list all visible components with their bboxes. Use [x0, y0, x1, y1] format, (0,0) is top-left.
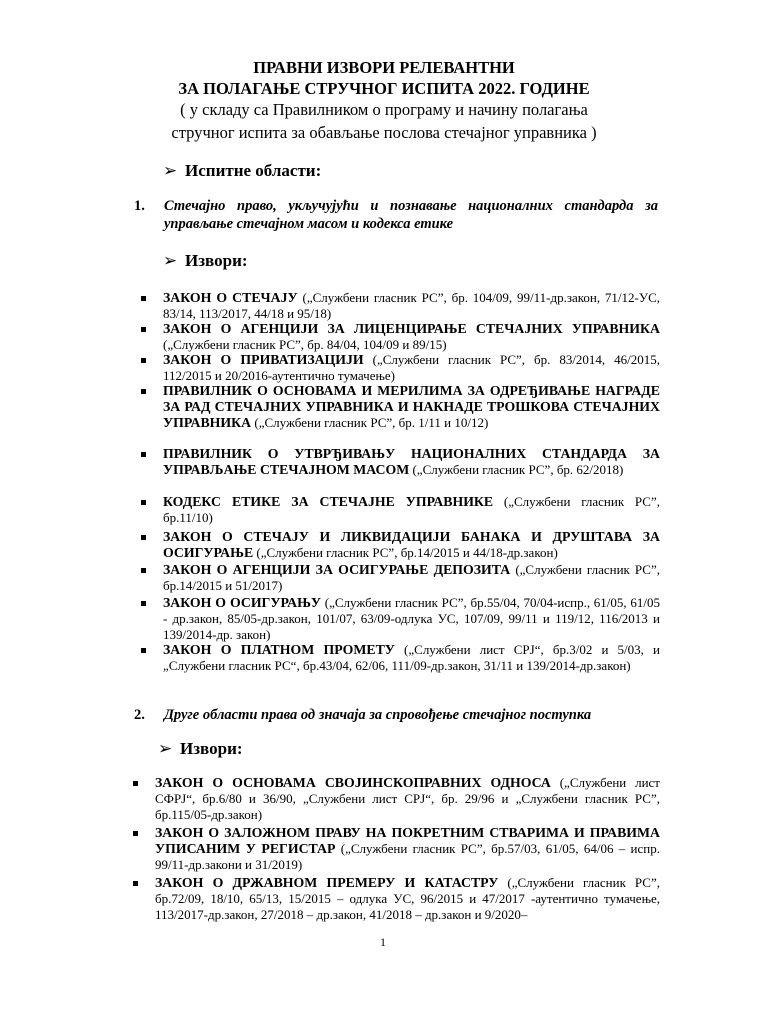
bullet-icon [141, 296, 146, 301]
bullet-icon [141, 648, 146, 653]
law-name: ЗАКОН О ОСИГУРАЊУ [163, 595, 322, 610]
source-list-item [163, 595, 660, 644]
exam-areas-heading-text: Испитне области: [185, 161, 322, 180]
page-number: 1 [380, 935, 386, 949]
law-citation: („Службени гласник РС”, бр.55/04, 70/04-испр., 61/05, 61/05 - др.закон, 85/05-др.закон, 101/07, 63/09-одлука УС, 107/09, 99/11 и 119/12, 116/2013 и 139/2014-др. закон) [163, 595, 661, 643]
law-citation: („Службени гласник РС”, бр.57/03, 61/05, 64/06 – испр. 99/11-др.закони и 31/2019) [155, 841, 660, 873]
law-citation: („Службени гласник РС”, бр. 62/2018) [409, 462, 624, 478]
law-name: ЗАКОН О ЗАЛОЖНОМ ПРАВУ НА ПОКРЕТНИМ СТВАРИМА И ПРАВИМА УПИСАНИМ У РЕГИСТАР [155, 825, 660, 857]
law-name: ЗАКОН О СТЕЧАЈУ [163, 290, 298, 305]
arrow-bullet-icon: ➢ [163, 161, 178, 180]
source-list-item [163, 562, 660, 594]
source-list-item [163, 494, 660, 526]
law-citation: („Службени гласник РС”, бр. 84/04, 104/09 и 89/15) [163, 337, 447, 353]
source-list-item [155, 775, 660, 824]
arrow-bullet-icon: ➢ [158, 739, 173, 758]
law-citation: („Службени лист СФРЈ“, бр.6/80 и 36/90, „Службени лист СРЈ“, бр. 29/96 и „Службени гласник РС”, бр.115/05-др.закон) [155, 775, 660, 823]
law-name: ЗАКОН О ДРЖАВНОМ ПРЕМЕРУ И КАТАСТРУ [155, 875, 499, 890]
law-name: ЗАКОН О СТЕЧАЈУ И ЛИКВИДАЦИЈИ БАНАКА И ДРУШТАВА ЗА ОСИГУРАЊЕ [163, 529, 660, 561]
bullet-icon [133, 831, 138, 836]
title-line-2: ЗА ПОЛАГАЊЕ СТРУЧНОГ ИСПИТА 2022. ГОДИНЕ [178, 79, 590, 98]
law-citation: („Службени гласник РС”, бр.11/10) [163, 494, 660, 526]
source-list-item [163, 290, 660, 322]
bullet-icon [141, 601, 146, 606]
area-1 [134, 197, 658, 233]
law-name: ЗАКОН О АГЕНЦИЈИ ЗА ОСИГУРАЊЕ ДЕПОЗИТА [163, 562, 511, 577]
sources-heading-2-text: Извори: [180, 739, 243, 758]
area-2 [134, 706, 658, 724]
title-line-1: ПРАВНИ ИЗВОРИ РЕЛЕВАНТНИ [253, 58, 515, 77]
area-2-title: Друге области права од значаја за спровођење стечајног поступка [164, 707, 592, 723]
bullet-icon [133, 781, 138, 786]
area-1-number: 1. [134, 198, 145, 214]
subtitle-line-2: стручног испита за обављање послова стечајног управника ) [171, 123, 597, 142]
source-list-item [163, 352, 660, 384]
source-list-item [155, 825, 660, 874]
sources-heading-2 [158, 739, 243, 759]
law-name: ПРАВИЛНИК О УТВРЂИВАЊУ НАЦИОНАЛНИХ СТАНДАРДА ЗА УПРАВЉАЊЕ СТЕЧАЈНОМ МАСОМ [163, 446, 660, 478]
law-citation: („Службени лист СРЈ“, бр.3/02 и 5/03, и „Службени гласник РС“, бр.43/04, 62/06, 111/09-др.закон, 31/11 и 139/2014-др.закон) [163, 642, 661, 674]
area-2-number: 2. [134, 707, 145, 723]
law-citation: („Службени гласник РС”, бр.14/2015 и 51/2017) [163, 562, 660, 594]
law-citation: („Службени гласник РС”, бр.14/2015 и 44/18-др.закон) [253, 545, 558, 561]
law-name: ЗАКОН О ПРИВАТИЗАЦИЈИ [163, 352, 364, 367]
law-name: ЗАКОН О ОСНОВАМА СВОЈИНСКОПРАВНИХ ОДНОСА [155, 775, 551, 790]
law-citation: („Службени гласник РС”, бр. 1/11 и 10/12) [251, 415, 489, 431]
law-name: ЗАКОН О АГЕНЦИЈИ ЗА ЛИЦЕНЦИРАЊЕ СТЕЧАЈНИХ УПРАВНИКА [163, 321, 660, 336]
bullet-icon [141, 535, 146, 540]
bullet-icon [141, 452, 146, 457]
bullet-icon [141, 568, 146, 573]
law-name: КОДЕКС ЕТИКЕ ЗА СТЕЧАЈНЕ УПРАВНИКЕ [163, 494, 494, 509]
bullet-icon [141, 389, 146, 394]
law-name: ЗАКОН О ПЛАТНОМ ПРОМЕТУ [163, 642, 395, 657]
bullet-icon [141, 500, 146, 505]
law-citation: („Службени гласник РС”, бр. 104/09, 99/11-др.закон, 71/12-УС, 83/14, 113/2017, 44/18 и 95/18) [163, 290, 660, 322]
bullet-icon [141, 358, 146, 363]
subtitle-line-1: ( у складу са Правилником о програму и начину полагања [180, 100, 588, 119]
law-name: ПРАВИЛНИК О ОСНОВАМА И МЕРИЛИМА ЗА ОДРЕЂИВАЊЕ НАГРАДЕ ЗА РАД СТЕЧАЈНИХ УПРАВНИКА И НАКНАДЕ ТРОШКОВА СТЕЧАЈНИХ УПРАВНИКА [163, 383, 660, 431]
sources-heading-1 [163, 251, 248, 271]
source-list-item [163, 383, 660, 432]
source-list-item [163, 446, 660, 478]
source-list-item [163, 642, 660, 674]
bullet-icon [141, 327, 146, 332]
bullet-icon [133, 881, 138, 886]
source-list-item [163, 321, 660, 353]
law-citation: („Службени гласник РС”, бр. 83/2014, 46/2015, 112/2015 и 20/2016-аутентично тумачење) [163, 352, 660, 384]
sources-heading-1-text: Извори: [185, 251, 248, 270]
area-1-title: Стечајно право, укључујући и познавање националних стандарда за управљање стечајном масом и кодекса етике [164, 198, 658, 232]
source-list-item [163, 529, 660, 561]
source-list-item [155, 875, 660, 924]
arrow-bullet-icon: ➢ [163, 251, 178, 270]
exam-areas-heading [163, 161, 321, 181]
law-citation: („Службени гласник РС”, бр.72/09, 18/10, 65/13, 15/2015 – одлука УС, 96/2015 и 47/2017 -аутентично тумачење, 113/2017-др.закон, 27/2018 – др.закон, 41/2018 – др.закон и 9/2020– [155, 875, 660, 923]
